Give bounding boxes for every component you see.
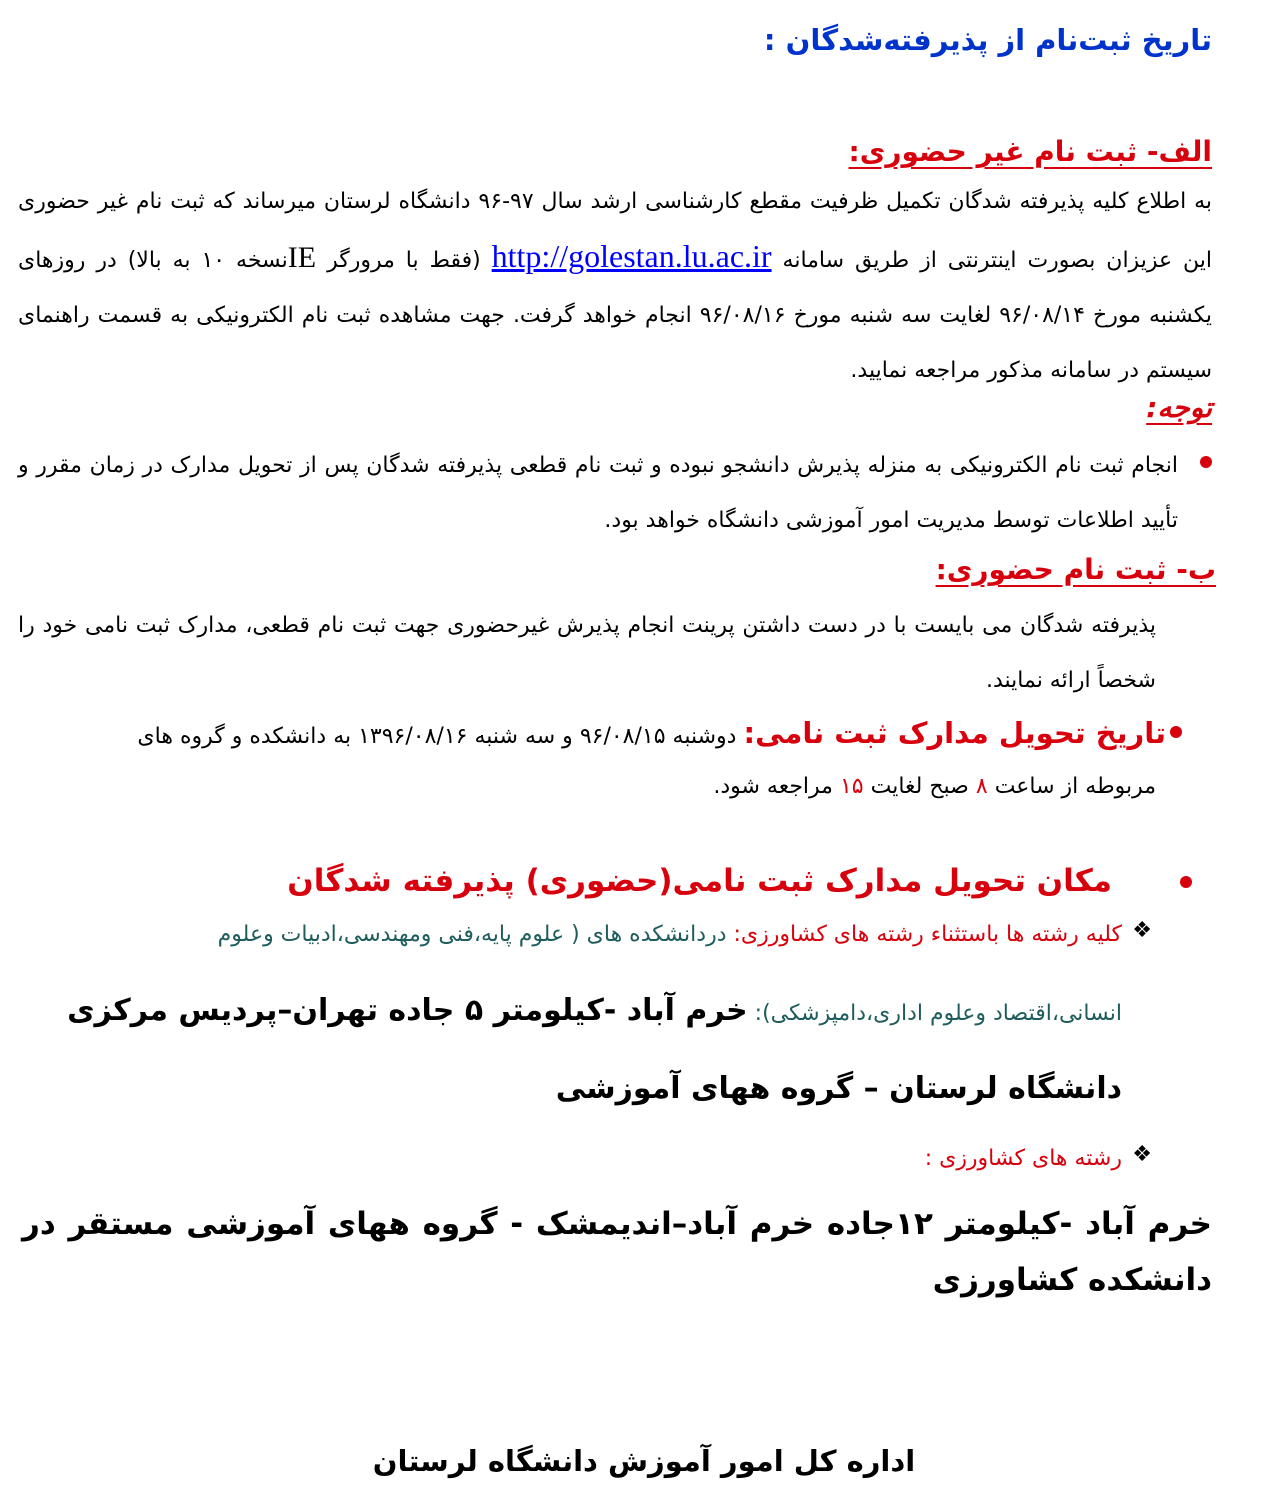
browser-name: IE [287,241,317,274]
footer-signature: اداره کل امور آموزش دانشگاه لرستان [372,1444,916,1478]
location-item2-address: خرم آباد -کیلومتر ۱۲جاده خرم آباد–اندیمشک - گروه ههای آموزشی مستقر در دانشکده کشاورزی [22,1206,1212,1298]
section-a-heading: الف- ثبت نام غیر حضوری: [848,135,1212,168]
bullet-dot-icon [1170,726,1182,738]
location-item1-faculties: دردانشکده های ( علوم پایه،فنی ومهندسی،ادبیات وعلوم [217,922,727,947]
location-item1-address: خرم آباد -کیلومتر ۵ جاده تهران–پردیس مرکزی [67,993,748,1028]
delivery-date-bullet [18,706,1182,764]
delivery-hours-prefix: مربوطه از ساعت [994,774,1156,799]
location-item1-address-cont: دانشگاه لرستان – گروه ههای آموزشی [555,1071,1122,1106]
location-item1-faculties-cont: انسانی،اقتصاد وعلوم اداری،دامپزشکی): [754,1001,1122,1026]
section-a-line2-start: غیر حضوری این عزیزان بصورت اینترنتی از طریق سامانه [18,189,1213,273]
location-item1-label: کلیه رشته ها باستثناء رشته های کشاورزی: [733,922,1122,947]
section-a-line2-end: نسخه [236,248,288,273]
diamond-bullet-icon: ❖ [1132,1142,1152,1167]
delivery-date-text1: دوشنبه ۹۶/۰۸/۱۵ و سه شنبه ۱۳۹۶/۰۸/۱۶ به دانشکده و گروه های [137,724,737,749]
section-a-paragraph [18,174,1212,398]
hour-start: ۸ [975,774,988,799]
golestan-link[interactable]: http://golestan.lu.ac.ir [491,238,772,274]
delivery-hours-line [713,762,1156,812]
note-bullet-text: انجام ثبت نام الکترونیکی به منزله پذیرش دانشجو نبوده و ثبت نام قطعی پذیرفته شدگان پس از تحویل مدارک در زمان مقرر و تأیید اطلاعات توسط مدیریت امور آموزشی دانشگاه خواهد بود. [18,453,1178,533]
delivery-date-label: تاریخ تحویل مدارک ثبت نامی: [743,716,1166,750]
section-a-line1: به اطلاع کلیه پذیرفته شدگان تکمیل ظرفیت مقطع کارشناسی ارشد سال ۹۷-۹۶ دانشگاه لرستان میرساند که ثبت نام [135,189,1212,214]
bullet-dot-icon [1200,456,1212,468]
delivery-date-text [18,706,1166,764]
note-bullet [18,438,1212,548]
hour-end: ۱۵ [839,774,864,799]
section-a-line2-paren: (فقط با مرورگر [327,248,481,273]
location-item1-line1 [218,910,1122,960]
delivery-hours-end: مراجعه شود. [713,774,833,799]
location-item2-line1 [925,1134,1122,1184]
diamond-bullet-icon: ❖ [1132,918,1152,943]
section-a-line4: ثبت نام الکترونیکی به قسمت راهنمای سیستم در سامانه مذکور مراجعه نمایید. [18,303,1212,383]
location-item1-line3 [556,1064,1122,1117]
section-b-heading: ب- ثبت نام حضوری: [935,553,1216,586]
page-title: تاریخ ثبت‌نام از پذیرفته‌شدگان : [763,23,1212,57]
section-b-paragraph: پذیرفته شدگان می بایست با در دست داشتن پرینت انجام پذیرش غیرحضوری جهت ثبت نام قطعی، مدارک ثبت نامی خود را شخصاً ارائه نمایند. [18,613,1156,693]
bullet-dot-icon [1180,876,1192,888]
delivery-hours-mid: صبح لغایت [870,774,969,799]
location-item2-label: رشته های کشاورزی : [924,1146,1122,1171]
note-heading: توجه: [1146,391,1212,424]
location-item1-line2 [67,986,1122,1039]
section-a-line3: ۱۰ به بالا) در روزهای یکشنبه مورخ ۹۶/۰۸/۱۴ لغایت سه شنبه مورخ ۹۶/۰۸/۱۶ انجام خواهد گرفت. جهت مشاهده [18,248,1212,328]
location-heading: مکان تحویل مدارک ثبت نامی(حضوری) پذیرفته شدگان [287,863,1112,899]
